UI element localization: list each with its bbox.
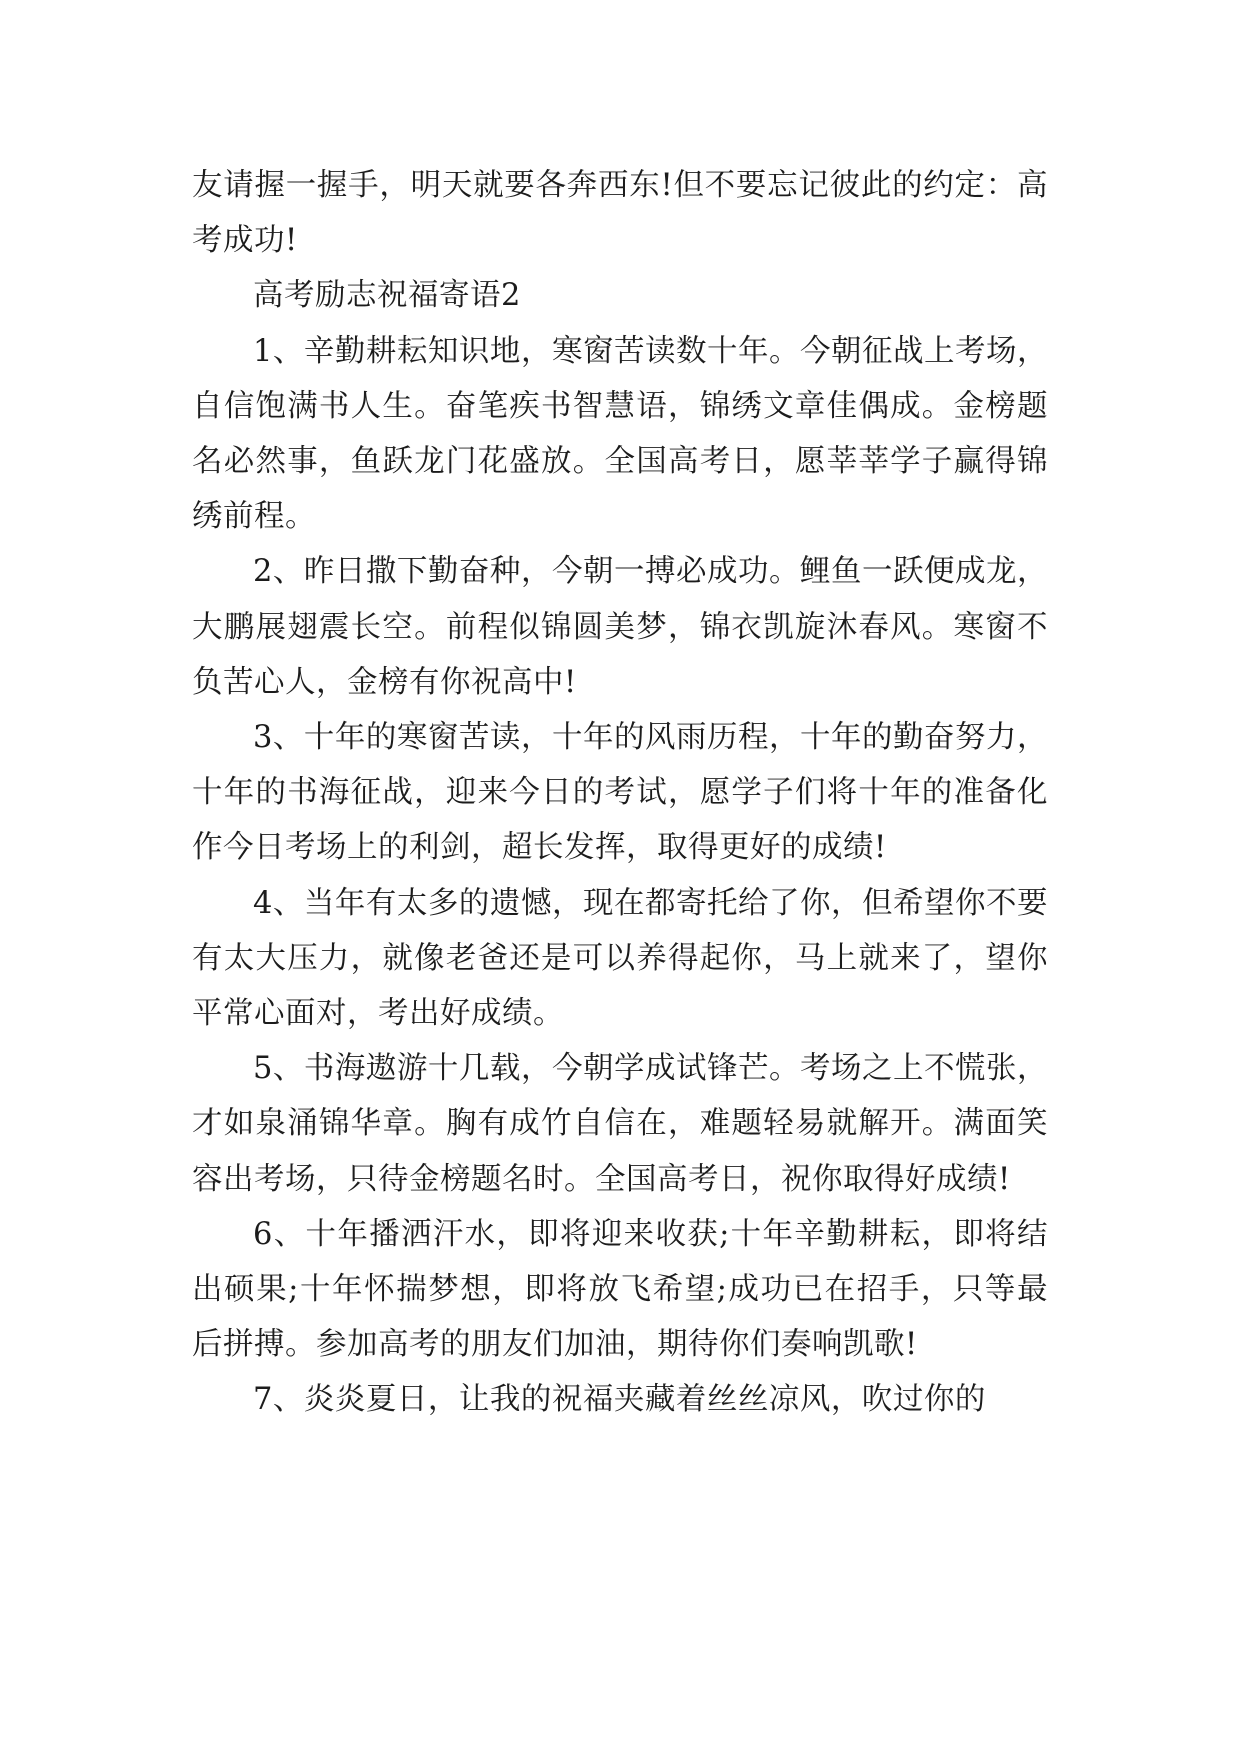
section-heading: 高考励志祝福寄语2	[253, 278, 521, 314]
body-paragraph: 5、书海遨游十几载，今朝学成试锋芒。考场之上不慌张，才如泉涌锦华章。胸有成竹自信在，难题轻易就解开。满面笑容出考场，只待金榜题名时。全国高考日，祝你取得好成绩!	[192, 1051, 1048, 1197]
body-paragraph: 6、十年播洒汗水，即将迎来收获;十年辛勤耕耘，即将结出硕果;十年怀揣梦想，即将放飞希望;成功已在招手，只等最后拼搏。参加高考的朋友们加油，期待你们奏响凯歌!	[192, 1216, 1048, 1363]
body-paragraph: 1、辛勤耕耘知识地，寒窗苦读数十年。今朝征战上考场，自信饱满书人生。奋笔疾书智慧语，锦绣文章佳偶成。金榜题名必然事，鱼跃龙门花盛放。全国高考日，愿莘莘学子赢得锦绣前程。	[192, 333, 1048, 535]
body-paragraph: 2、昨日撒下勤奋种，今朝一搏必成功。鲤鱼一跃便成龙，大鹏展翅震长空。前程似锦圆美梦，锦衣凯旋沐春风。寒窗不负苦心人，金榜有你祝高中!	[192, 554, 1048, 700]
body-paragraph: 7、炎炎夏日，让我的祝福夹藏着丝丝凉风，吹过你的	[253, 1382, 986, 1418]
body-paragraph: 3、十年的寒窗苦读，十年的风雨历程，十年的勤奋努力，十年的书海征战，迎来今日的考试，愿学子们将十年的准备化作今日考场上的利剑，超长发挥，取得更好的成绩!	[192, 720, 1048, 866]
body-paragraph: 4、当年有太多的遗憾，现在都寄托给了你，但希望你不要有太大压力，就像老爸还是可以养得起你，马上就来了，望你平常心面对，考出好成绩。	[192, 885, 1048, 1032]
document-body	[192, 158, 1048, 1428]
body-paragraph: 友请握一握手，明天就要各奔西东!但不要忘记彼此的约定：高考成功!	[192, 168, 1048, 259]
